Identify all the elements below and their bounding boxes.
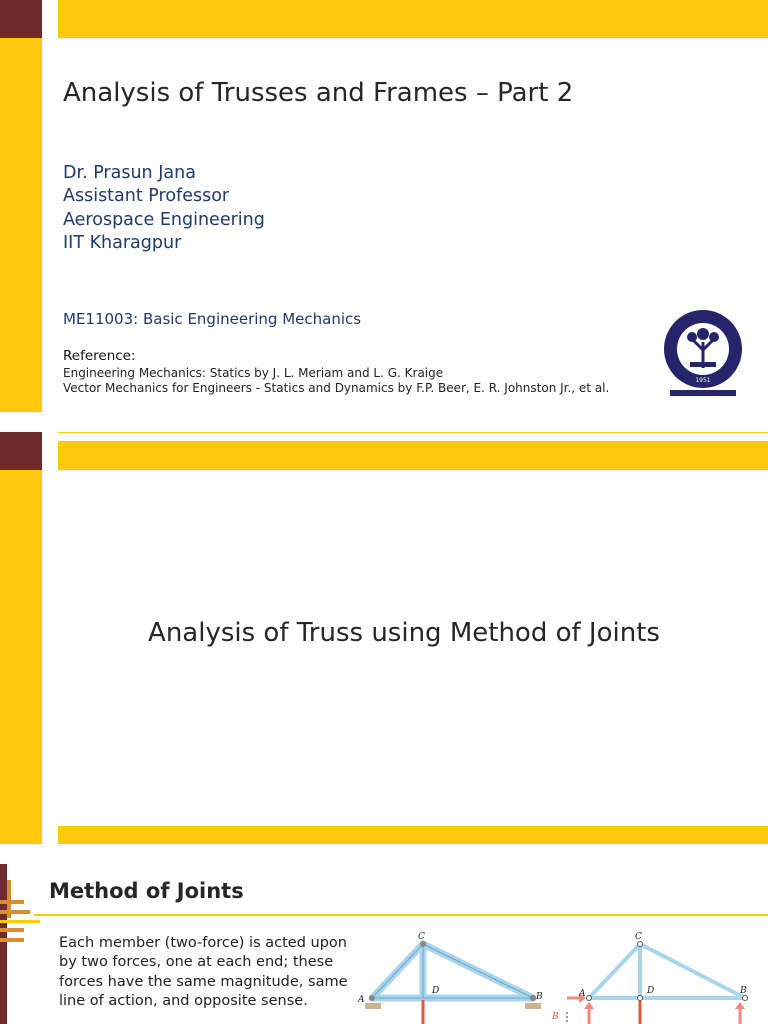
joint-label: A <box>358 995 365 1005</box>
left-accent-gold <box>0 38 42 412</box>
top-banner <box>58 441 768 470</box>
title-slide <box>0 0 768 412</box>
reference-item: Engineering Mechanics: Statics by J. L. Meriam and L. G. Kraige <box>63 366 444 380</box>
slide-title: Analysis of Trusses and Frames – Part 2 <box>63 78 574 108</box>
joint-label: D <box>647 986 655 996</box>
top-rule <box>58 432 768 433</box>
bottom-banner <box>58 826 768 844</box>
left-accent-dark <box>0 0 42 38</box>
logo-year: 1951 <box>695 377 711 384</box>
truss-right <box>589 944 745 998</box>
corner-decoration <box>0 864 40 1024</box>
left-accent-gold <box>0 470 42 844</box>
body-text: Each member (two-force) is acted upon by two forces, one at each end; these forces have the same magnitude, same line of action, and opposite sense. <box>59 935 348 1010</box>
slide-gap <box>0 844 768 864</box>
joint-label: D <box>432 986 440 996</box>
slide-gap <box>0 412 768 432</box>
iit-kharagpur-logo <box>660 306 746 400</box>
truss-left <box>372 944 533 998</box>
title-underline <box>34 914 768 916</box>
author-institute: IIT Kharagpur <box>63 232 182 253</box>
reference-heading: Reference: <box>63 348 136 364</box>
author-position: Assistant Professor <box>63 186 230 207</box>
content-slide <box>0 864 768 1024</box>
reaction-label: B <box>552 1012 559 1022</box>
slide-title: Method of Joints <box>49 879 244 903</box>
truss-figure <box>355 930 768 1024</box>
reference-item: Vector Mechanics for Engineers - Statics and Dynamics by F.P. Beer, E. R. Johnston Jr., et al. <box>63 381 610 395</box>
joint-label: A <box>579 989 586 999</box>
author-name: Dr. Prasun Jana <box>63 163 196 183</box>
top-banner <box>58 0 768 38</box>
section-title: Analysis of Truss using Method of Joints <box>148 618 660 648</box>
section-slide <box>0 432 768 844</box>
joint-label: B <box>536 992 543 1002</box>
left-accent-dark <box>0 432 42 470</box>
author-department: Aerospace Engineering <box>63 209 265 230</box>
joint-label: B <box>740 986 747 996</box>
joint-label: C <box>635 932 642 942</box>
course-name: ME11003: Basic Engineering Mechanics <box>63 310 362 328</box>
joint-label: C <box>418 932 425 942</box>
author-block <box>63 162 265 255</box>
